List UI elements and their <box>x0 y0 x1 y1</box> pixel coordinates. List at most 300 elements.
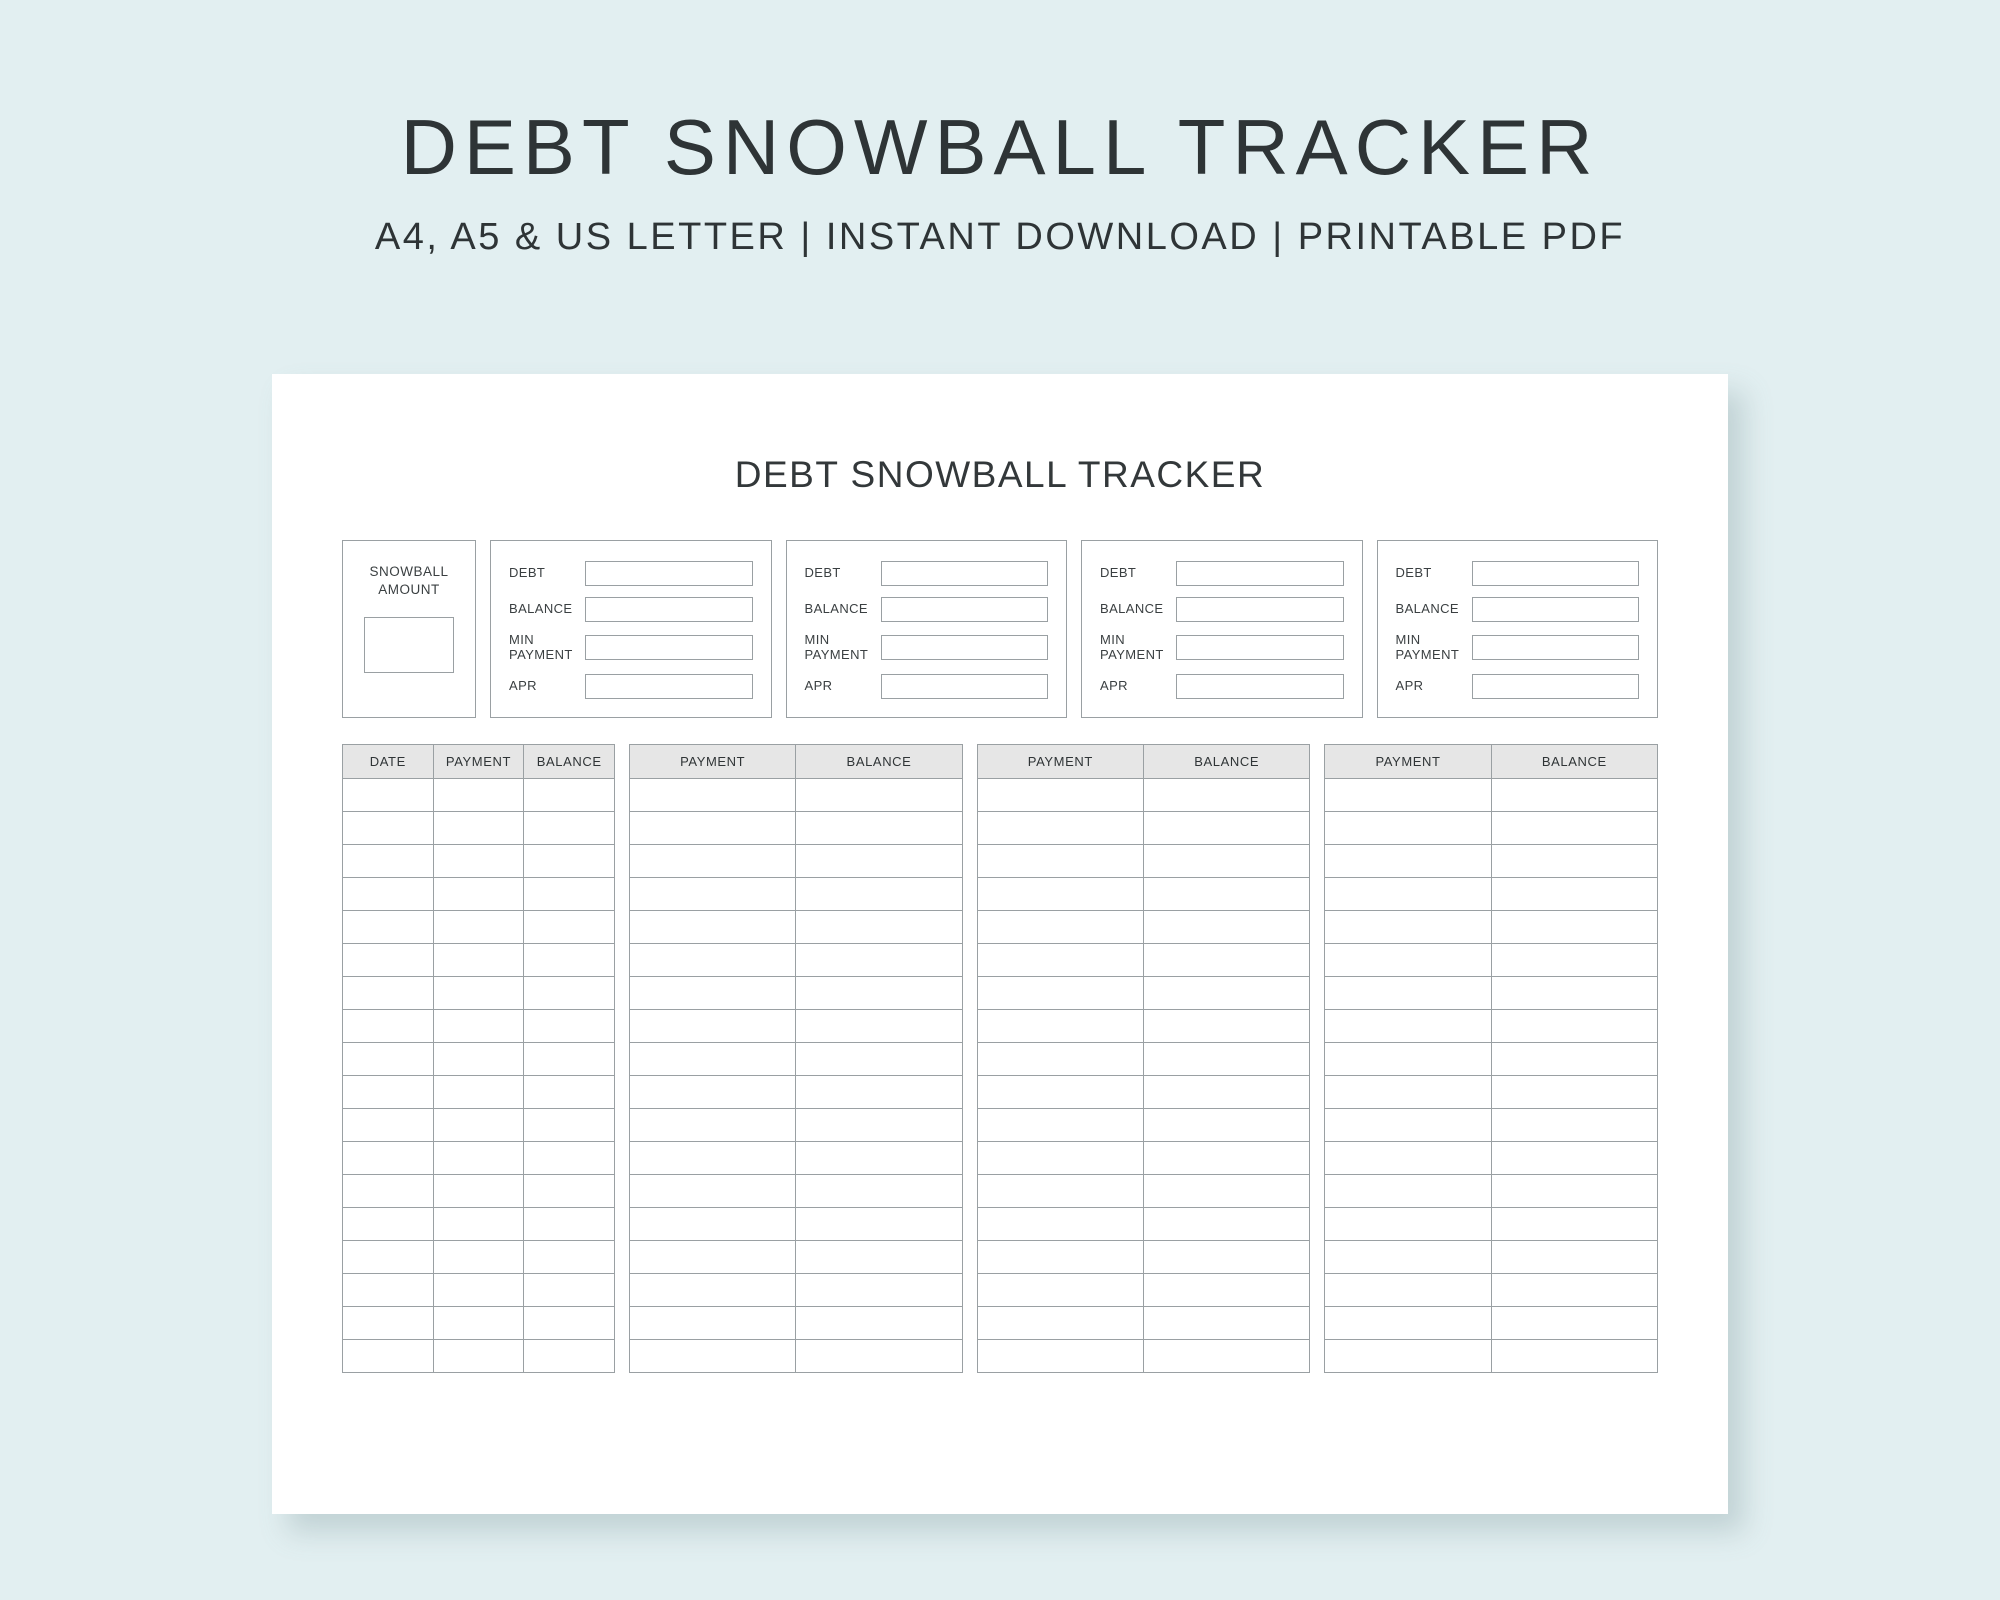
table-cell-payment[interactable] <box>1325 910 1491 943</box>
table-row <box>630 976 963 1009</box>
table-cell-payment[interactable] <box>1325 1207 1491 1240</box>
table-cell-balance[interactable] <box>524 778 615 811</box>
table-row <box>630 811 963 844</box>
table-cell-payment[interactable] <box>1325 1042 1491 1075</box>
table-cell-balance[interactable] <box>796 1306 962 1339</box>
tracker-table-header-row <box>343 744 615 778</box>
table-cell-balance[interactable] <box>524 844 615 877</box>
tracker-table-4 <box>1324 744 1658 1373</box>
table-cell-balance[interactable] <box>1144 976 1310 1009</box>
table-cell-payment[interactable] <box>1325 877 1491 910</box>
debt-field-row <box>1100 561 1344 586</box>
printable-sheet-preview <box>272 374 1728 1514</box>
snowball-amount-input[interactable] <box>364 617 454 673</box>
table-cell-balance[interactable] <box>1144 877 1310 910</box>
table-cell-payment[interactable] <box>977 1207 1143 1240</box>
table-row <box>1325 943 1658 976</box>
table-cell-payment[interactable] <box>433 1108 524 1141</box>
table-cell-balance[interactable] <box>796 1207 962 1240</box>
debt-label: DEBT <box>1395 565 1432 581</box>
table-cell-balance[interactable] <box>796 976 962 1009</box>
table-row <box>343 1306 615 1339</box>
table-cell-payment[interactable] <box>977 1273 1143 1306</box>
debt-input[interactable] <box>585 561 753 586</box>
table-row <box>630 1339 963 1372</box>
table-cell-date[interactable] <box>343 1240 434 1273</box>
table-cell-balance[interactable] <box>796 877 962 910</box>
min-payment-input[interactable] <box>881 635 1049 660</box>
min-payment-label: MIN PAYMENT <box>1395 632 1460 662</box>
apr-input[interactable] <box>1472 674 1640 699</box>
table-cell-balance[interactable] <box>524 910 615 943</box>
table-row <box>630 1075 963 1108</box>
table-cell-balance[interactable] <box>796 1273 962 1306</box>
apr-input[interactable] <box>1176 674 1344 699</box>
debt-field-row <box>805 674 1049 699</box>
table-row <box>1325 1306 1658 1339</box>
debt-field-row <box>509 597 753 622</box>
tracker-table-block-4 <box>1324 744 1658 1373</box>
table-cell-payment[interactable] <box>433 1273 524 1306</box>
table-row <box>1325 1009 1658 1042</box>
table-cell-payment[interactable] <box>977 877 1143 910</box>
table-cell-payment[interactable] <box>433 877 524 910</box>
table-row <box>630 1141 963 1174</box>
table-cell-balance[interactable] <box>1144 1108 1310 1141</box>
table-cell-payment[interactable] <box>630 844 796 877</box>
table-row <box>977 1075 1310 1108</box>
table-row <box>1325 844 1658 877</box>
table-cell-payment[interactable] <box>977 910 1143 943</box>
table-row <box>343 976 615 1009</box>
table-row <box>1325 1108 1658 1141</box>
tracker-table-header-row <box>977 744 1310 778</box>
table-cell-payment[interactable] <box>1325 1174 1491 1207</box>
table-cell-payment[interactable] <box>630 1339 796 1372</box>
debt-input[interactable] <box>881 561 1049 586</box>
tracker-table-head <box>630 744 963 778</box>
table-row <box>1325 1339 1658 1372</box>
table-cell-payment[interactable] <box>630 976 796 1009</box>
table-cell-balance[interactable] <box>796 910 962 943</box>
table-cell-balance[interactable] <box>524 1075 615 1108</box>
balance-label: BALANCE <box>1100 601 1164 617</box>
table-cell-balance[interactable] <box>1491 1339 1657 1372</box>
table-cell-balance[interactable] <box>1491 1141 1657 1174</box>
apr-label: APR <box>804 677 833 693</box>
debt-field-row <box>805 561 1049 586</box>
table-cell-payment[interactable] <box>630 1240 796 1273</box>
table-cell-balance[interactable] <box>796 1240 962 1273</box>
table-cell-balance[interactable] <box>796 844 962 877</box>
table-cell-date[interactable] <box>343 1273 434 1306</box>
tracker-table-body-2 <box>630 778 963 1372</box>
balance-input[interactable] <box>1176 597 1344 622</box>
table-cell-balance[interactable] <box>796 1141 962 1174</box>
table-cell-balance[interactable] <box>1491 976 1657 1009</box>
table-cell-date[interactable] <box>343 976 434 1009</box>
table-row <box>977 910 1310 943</box>
table-cell-payment[interactable] <box>977 1306 1143 1339</box>
table-cell-balance[interactable] <box>1144 1141 1310 1174</box>
table-cell-payment[interactable] <box>433 811 524 844</box>
sheet-title: DEBT SNOWBALL TRACKER <box>734 454 1266 495</box>
min-payment-input[interactable] <box>585 635 753 660</box>
table-cell-balance[interactable] <box>524 1042 615 1075</box>
table-row <box>630 844 963 877</box>
table-cell-payment[interactable] <box>977 1042 1143 1075</box>
table-cell-payment[interactable] <box>630 910 796 943</box>
table-row <box>977 1009 1310 1042</box>
table-cell-payment[interactable] <box>1325 1075 1491 1108</box>
debt-label: DEBT <box>804 565 841 581</box>
table-row <box>630 1306 963 1339</box>
debt-field-row <box>1396 674 1640 699</box>
table-cell-balance[interactable] <box>1491 778 1657 811</box>
table-cell-balance[interactable] <box>1144 778 1310 811</box>
table-row <box>977 1339 1310 1372</box>
min-payment-label: MIN PAYMENT <box>509 632 573 662</box>
table-cell-payment[interactable] <box>1325 844 1491 877</box>
table-row <box>977 811 1310 844</box>
table-row <box>1325 1141 1658 1174</box>
table-cell-balance[interactable] <box>1144 1042 1310 1075</box>
table-row <box>977 976 1310 1009</box>
table-cell-balance[interactable] <box>1144 1240 1310 1273</box>
table-cell-payment[interactable] <box>433 1339 524 1372</box>
promo-title: DEBT SNOWBALL TRACKER <box>400 103 1600 191</box>
table-cell-balance[interactable] <box>524 1174 615 1207</box>
table-row <box>977 778 1310 811</box>
table-cell-payment[interactable] <box>630 1207 796 1240</box>
apr-input[interactable] <box>585 674 753 699</box>
debt-card-4 <box>1377 540 1659 718</box>
table-cell-balance[interactable] <box>524 1009 615 1042</box>
table-cell-balance[interactable] <box>524 877 615 910</box>
tracker-tables-row <box>342 744 1658 1373</box>
tracker-table-block-3 <box>977 744 1311 1373</box>
table-cell-date[interactable] <box>343 844 434 877</box>
table-row <box>1325 877 1658 910</box>
table-cell-payment[interactable] <box>433 1240 524 1273</box>
table-row <box>343 1240 615 1273</box>
table-cell-balance[interactable] <box>796 943 962 976</box>
tracker-table-head <box>343 744 615 778</box>
table-cell-payment[interactable] <box>977 1174 1143 1207</box>
table-cell-date[interactable] <box>343 943 434 976</box>
snowball-amount-label-line2: AMOUNT <box>378 582 440 598</box>
table-row <box>1325 1042 1658 1075</box>
table-row <box>977 877 1310 910</box>
table-cell-payment[interactable] <box>977 1108 1143 1141</box>
table-cell-balance[interactable] <box>524 943 615 976</box>
debt-field-row <box>1396 597 1640 622</box>
table-cell-balance[interactable] <box>796 1009 962 1042</box>
table-row <box>1325 778 1658 811</box>
table-cell-payment[interactable] <box>630 1174 796 1207</box>
table-cell-payment[interactable] <box>977 1009 1143 1042</box>
debt-field-row <box>805 597 1049 622</box>
debt-label: DEBT <box>509 565 546 581</box>
tracker-table-body-4 <box>1325 778 1658 1372</box>
table-cell-balance[interactable] <box>1491 1240 1657 1273</box>
table-cell-balance[interactable] <box>1144 1174 1310 1207</box>
tracker-table-header-row <box>630 744 963 778</box>
table-cell-payment[interactable] <box>433 976 524 1009</box>
table-row <box>343 844 615 877</box>
tracker-table-head <box>1325 744 1658 778</box>
balance-input[interactable] <box>1472 597 1640 622</box>
table-row <box>343 1042 615 1075</box>
table-cell-payment[interactable] <box>977 1339 1143 1372</box>
debt-field-row <box>509 633 753 663</box>
table-cell-payment[interactable] <box>433 1207 524 1240</box>
table-row <box>630 1207 963 1240</box>
table-cell-payment[interactable] <box>433 1009 524 1042</box>
table-cell-balance[interactable] <box>796 1042 962 1075</box>
table-row <box>343 1339 615 1372</box>
table-cell-balance[interactable] <box>1144 1306 1310 1339</box>
apr-label: APR <box>1100 677 1128 693</box>
tracker-table-block-1 <box>342 744 615 1373</box>
table-cell-date[interactable] <box>343 1339 434 1372</box>
debt-field-row <box>1100 633 1344 663</box>
table-row <box>343 811 615 844</box>
table-row <box>630 1108 963 1141</box>
table-row <box>1325 1174 1658 1207</box>
table-cell-payment[interactable] <box>630 1108 796 1141</box>
table-cell-date[interactable] <box>343 1075 434 1108</box>
table-cell-balance[interactable] <box>1144 1075 1310 1108</box>
table-cell-date[interactable] <box>343 1009 434 1042</box>
table-cell-payment[interactable] <box>977 778 1143 811</box>
table-cell-payment[interactable] <box>433 1306 524 1339</box>
table-cell-balance[interactable] <box>1144 910 1310 943</box>
table-row <box>630 778 963 811</box>
table-cell-balance[interactable] <box>796 1339 962 1372</box>
table-cell-payment[interactable] <box>630 1273 796 1306</box>
table-cell-balance[interactable] <box>796 1108 962 1141</box>
table-row <box>1325 811 1658 844</box>
table-cell-balance[interactable] <box>524 1240 615 1273</box>
debt-input[interactable] <box>1176 561 1344 586</box>
table-cell-balance[interactable] <box>1144 844 1310 877</box>
table-cell-date[interactable] <box>343 877 434 910</box>
table-cell-payment[interactable] <box>1325 943 1491 976</box>
debt-label: DEBT <box>1100 565 1137 581</box>
table-cell-payment[interactable] <box>433 778 524 811</box>
table-cell-date[interactable] <box>343 1207 434 1240</box>
table-cell-date[interactable] <box>343 1108 434 1141</box>
column-header-payment: PAYMENT <box>630 744 796 778</box>
table-cell-date[interactable] <box>343 910 434 943</box>
table-cell-payment[interactable] <box>630 1042 796 1075</box>
table-cell-payment[interactable] <box>630 877 796 910</box>
promo-header <box>0 0 2000 259</box>
table-row <box>343 877 615 910</box>
table-cell-payment[interactable] <box>1325 976 1491 1009</box>
table-row <box>343 943 615 976</box>
table-cell-balance[interactable] <box>1144 811 1310 844</box>
table-cell-balance[interactable] <box>1491 943 1657 976</box>
tracker-table-header-row <box>1325 744 1658 778</box>
table-row <box>630 943 963 976</box>
table-row <box>630 1009 963 1042</box>
min-payment-label: MIN PAYMENT <box>804 632 869 662</box>
tracker-table-1 <box>342 744 615 1373</box>
table-row <box>977 1240 1310 1273</box>
table-cell-balance[interactable] <box>524 1273 615 1306</box>
apr-label: APR <box>1395 677 1424 693</box>
table-cell-balance[interactable] <box>524 1207 615 1240</box>
table-cell-payment[interactable] <box>1325 1108 1491 1141</box>
table-cell-payment[interactable] <box>1325 811 1491 844</box>
tracker-table-block-2 <box>629 744 963 1373</box>
table-cell-balance[interactable] <box>1144 1339 1310 1372</box>
table-row <box>630 1174 963 1207</box>
balance-input[interactable] <box>881 597 1049 622</box>
table-row <box>343 1273 615 1306</box>
table-cell-payment[interactable] <box>977 811 1143 844</box>
table-cell-balance[interactable] <box>524 1306 615 1339</box>
table-row <box>977 844 1310 877</box>
table-cell-payment[interactable] <box>630 1009 796 1042</box>
table-cell-payment[interactable] <box>977 844 1143 877</box>
table-cell-balance[interactable] <box>1144 1207 1310 1240</box>
table-row <box>977 1042 1310 1075</box>
table-cell-balance[interactable] <box>524 1339 615 1372</box>
table-row <box>977 943 1310 976</box>
column-header-balance: BALANCE <box>796 744 962 778</box>
table-cell-balance[interactable] <box>796 1174 962 1207</box>
snowball-amount-card <box>342 540 476 718</box>
table-cell-balance[interactable] <box>1491 1075 1657 1108</box>
min-payment-label: MIN PAYMENT <box>1100 632 1164 662</box>
table-cell-payment[interactable] <box>1325 1240 1491 1273</box>
table-cell-payment[interactable] <box>977 1240 1143 1273</box>
min-payment-input[interactable] <box>1472 635 1640 660</box>
debt-field-row <box>805 633 1049 663</box>
min-payment-input[interactable] <box>1176 635 1344 660</box>
table-cell-date[interactable] <box>343 1042 434 1075</box>
table-cell-balance[interactable] <box>1491 1009 1657 1042</box>
table-cell-payment[interactable] <box>433 844 524 877</box>
table-cell-balance[interactable] <box>1491 1108 1657 1141</box>
table-cell-balance[interactable] <box>796 1075 962 1108</box>
balance-label: BALANCE <box>804 601 868 617</box>
table-cell-payment[interactable] <box>977 1141 1143 1174</box>
table-row <box>977 1108 1310 1141</box>
table-cell-date[interactable] <box>343 1174 434 1207</box>
table-cell-balance[interactable] <box>524 976 615 1009</box>
apr-label: APR <box>509 677 537 693</box>
table-row <box>343 910 615 943</box>
table-cell-balance[interactable] <box>1491 1207 1657 1240</box>
table-cell-payment[interactable] <box>630 811 796 844</box>
debt-card-2 <box>786 540 1068 718</box>
column-header-balance: BALANCE <box>524 744 615 778</box>
table-cell-balance[interactable] <box>524 811 615 844</box>
debt-input[interactable] <box>1472 561 1640 586</box>
table-row <box>630 1042 963 1075</box>
table-cell-balance[interactable] <box>796 811 962 844</box>
debt-field-row <box>509 674 753 699</box>
table-cell-payment[interactable] <box>433 1075 524 1108</box>
table-row <box>343 778 615 811</box>
tracker-table-2 <box>629 744 963 1373</box>
table-cell-date[interactable] <box>343 1306 434 1339</box>
table-cell-payment[interactable] <box>1325 1141 1491 1174</box>
table-cell-payment[interactable] <box>630 778 796 811</box>
table-row <box>343 1108 615 1141</box>
table-cell-balance[interactable] <box>1491 1273 1657 1306</box>
table-cell-payment[interactable] <box>630 1306 796 1339</box>
table-cell-balance[interactable] <box>1491 1042 1657 1075</box>
table-cell-date[interactable] <box>343 778 434 811</box>
table-cell-payment[interactable] <box>1325 1306 1491 1339</box>
table-row <box>1325 1273 1658 1306</box>
table-cell-balance[interactable] <box>1491 1306 1657 1339</box>
promo-subtitle: A4, A5 & US LETTER | INSTANT DOWNLOAD | PRINTABLE PDF <box>374 216 1626 258</box>
table-cell-balance[interactable] <box>1491 1174 1657 1207</box>
table-cell-payment[interactable] <box>433 1174 524 1207</box>
table-cell-payment[interactable] <box>977 943 1143 976</box>
table-cell-payment[interactable] <box>433 943 524 976</box>
table-cell-balance[interactable] <box>1491 811 1657 844</box>
balance-input[interactable] <box>585 597 753 622</box>
table-row <box>630 1240 963 1273</box>
table-cell-balance[interactable] <box>1144 1009 1310 1042</box>
table-cell-payment[interactable] <box>1325 1009 1491 1042</box>
table-row <box>977 1174 1310 1207</box>
table-row <box>343 1009 615 1042</box>
debt-field-row <box>1100 597 1344 622</box>
table-cell-payment[interactable] <box>433 1141 524 1174</box>
table-cell-balance[interactable] <box>1491 910 1657 943</box>
table-cell-payment[interactable] <box>433 1042 524 1075</box>
table-cell-date[interactable] <box>343 811 434 844</box>
snowball-amount-label-line1: SNOWBALL <box>369 564 449 579</box>
table-cell-payment[interactable] <box>977 976 1143 1009</box>
summary-cards-row <box>342 540 1658 718</box>
table-cell-payment[interactable] <box>1325 1273 1491 1306</box>
table-cell-payment[interactable] <box>630 1075 796 1108</box>
table-cell-balance[interactable] <box>524 1141 615 1174</box>
table-cell-balance[interactable] <box>1491 844 1657 877</box>
table-cell-payment[interactable] <box>1325 1339 1491 1372</box>
table-cell-balance[interactable] <box>524 1108 615 1141</box>
apr-input[interactable] <box>881 674 1049 699</box>
table-cell-balance[interactable] <box>1491 877 1657 910</box>
table-cell-balance[interactable] <box>1144 943 1310 976</box>
table-cell-payment[interactable] <box>1325 778 1491 811</box>
table-cell-payment[interactable] <box>433 910 524 943</box>
table-row <box>630 910 963 943</box>
debt-card-3 <box>1081 540 1363 718</box>
column-header-date: DATE <box>343 744 434 778</box>
sheet-paper <box>272 374 1728 1514</box>
tracker-table-body-1 <box>343 778 615 1372</box>
debt-field-row <box>509 561 753 586</box>
table-cell-payment[interactable] <box>630 1141 796 1174</box>
table-cell-payment[interactable] <box>977 1075 1143 1108</box>
table-cell-date[interactable] <box>343 1141 434 1174</box>
table-cell-balance[interactable] <box>796 778 962 811</box>
table-cell-payment[interactable] <box>630 943 796 976</box>
table-cell-balance[interactable] <box>1144 1273 1310 1306</box>
balance-label: BALANCE <box>509 601 573 617</box>
table-row <box>1325 1240 1658 1273</box>
